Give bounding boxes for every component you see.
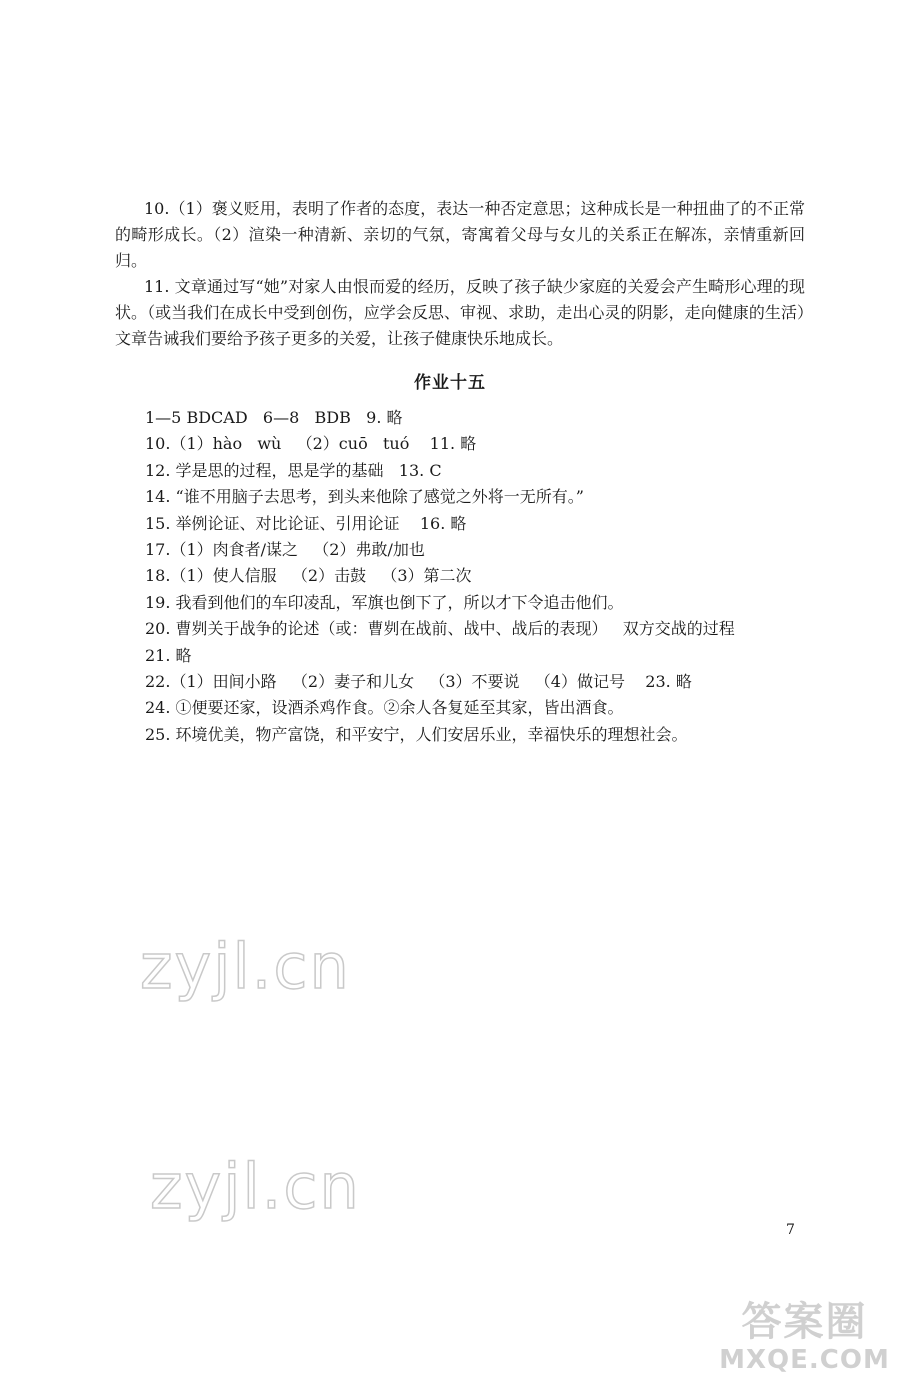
answer-line: 14. “谁不用脑子去思考，到头来他除了感觉之外将一无所有。” — [145, 487, 584, 507]
answer-paragraph-11: 11. 文章通过写“她”对家人由恨而爱的经历，反映了孩子缺少家庭的关爱会产生畸形心理的现状。（或当我们在成长中受到创伤，应学会反思、审视、求助，走出心灵的阴影，走向健康的生活）文章告诫我们要给予孩子更多的关爱，让孩子健康快乐地成长。 — [115, 277, 805, 348]
answer-line: 12. 学是思的过程，思是学的基础 13. C — [145, 460, 442, 480]
answer-line: 20. 曹刿关于战争的论述（或：曹刿在战前、战中、战后的表现） 双方交战的过程 — [145, 619, 735, 639]
answer-line: 10.（1）hào wù （2）cuō tuó 11. 略 — [145, 434, 477, 454]
watermark-text: zyjl.cn — [150, 1150, 361, 1223]
answer-line: 25. 环境优美，物产富饶，和平安宁，人们安居乐业，幸福快乐的理想社会。 — [145, 724, 688, 744]
logo-title: 答案圈 — [741, 1299, 868, 1345]
answer-line: 21. 略 — [145, 645, 192, 665]
watermark-text: zyjl.cn — [140, 930, 351, 1003]
answer-line: 24. ①便要还家，设酒杀鸡作食。②余人各复延至其家，皆出酒食。 — [145, 698, 624, 718]
answer-line: 1—5 BDCAD 6—8 BDB 9. 略 — [145, 408, 403, 427]
section-title: 作业十五 — [414, 373, 486, 393]
site-logo — [717, 1299, 892, 1384]
answer-list — [145, 405, 735, 748]
page-number: 7 — [786, 1222, 795, 1238]
answer-line: 17.（1）肉食者/谋之 （2）弗敢/加也 — [145, 539, 425, 559]
logo-domain: MXQE.COM — [719, 1345, 890, 1375]
answer-line: 15. 举例论证、对比论证、引用论证 16. 略 — [145, 513, 467, 533]
answer-line: 22.（1）田间小路 （2）妻子和儿女 （3）不要说 （4）做记号 23. 略 — [145, 671, 692, 691]
answer-paragraph-10: 10.（1）褒义贬用，表明了作者的态度，表达一种否定意思；这种成长是一种扭曲了的不正常的畸形成长。（2）渲染一种清新、亲切的气氛，寄寓着父母与女儿的关系正在解冻，亲情重新回归。 — [115, 199, 805, 270]
answer-line: 18.（1）使人信服 （2）击鼓 （3）第二次 — [145, 566, 472, 586]
answer-line: 19. 我看到他们的车印凌乱，军旗也倒下了，所以才下令追击他们。 — [145, 592, 624, 612]
